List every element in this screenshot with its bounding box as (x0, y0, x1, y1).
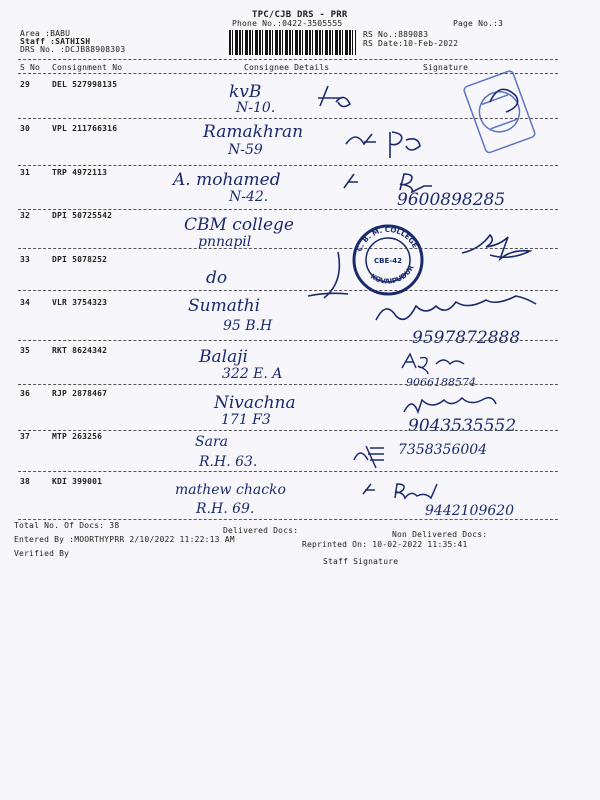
row-divider (18, 209, 558, 210)
col-signature: Signature (423, 63, 469, 72)
col-sno: S No (20, 63, 41, 72)
consignee-phone: 9597872888 (412, 328, 521, 348)
row-sno: 37 (20, 432, 31, 441)
drs-number: DRS No. :DCJB88908303 (20, 45, 126, 54)
row-divider (18, 471, 558, 472)
consignee-name: Ramakhran (203, 122, 304, 142)
row-divider (18, 384, 558, 385)
signature-mark (394, 350, 484, 374)
consignee-address: 171 F3 (221, 412, 271, 428)
row-sno: 34 (20, 298, 31, 307)
consignee-address: pnnapil (198, 234, 252, 250)
signature-mark (300, 78, 550, 118)
consignee-address: N-59 (228, 142, 263, 158)
row-consignment: VLR 3754323 (52, 298, 108, 307)
row-consignment: RJP 2878467 (52, 389, 108, 398)
area-label: Area :BABU (20, 29, 71, 38)
row-consignment: TRP 4972113 (52, 168, 108, 177)
consignee-name: CBM college (184, 215, 294, 235)
footer-rule (18, 519, 558, 520)
rs-date: RS Date:10-Feb-2022 (363, 39, 459, 48)
verified-by: Verified By (14, 549, 70, 558)
row-consignment: VPL 211766316 (52, 124, 118, 133)
row-sno: 30 (20, 124, 31, 133)
page-number: Page No.:3 (453, 19, 504, 28)
delivered-docs: Delivered Docs: (223, 526, 299, 535)
signature-mark (348, 440, 398, 470)
consignee-name: Balaji (199, 347, 248, 367)
staff-label: Staff :SATHISH (20, 37, 91, 46)
consignee-address: N-42. (229, 189, 269, 205)
seal-center-text: CBE-42 (374, 257, 402, 265)
row-consignment: DPI 5078252 (52, 255, 108, 264)
col-consignee: Consignee Details (244, 63, 330, 72)
header-rule-top (18, 59, 558, 60)
row-sno: 36 (20, 389, 31, 398)
consignee-name: do (206, 268, 228, 288)
signature-mark (355, 478, 465, 508)
seal-top-text: C. B. M. COLLEGE (355, 225, 419, 253)
consignee-address: R.H. 69. (196, 501, 255, 517)
consignee-phone: 9043535552 (408, 416, 517, 436)
total-docs: Total No. Of Docs: 38 (14, 521, 120, 530)
consignee-name: Sumathi (188, 296, 261, 316)
consignee-name: mathew chacko (175, 482, 286, 498)
consignee-address: 322 E. A (222, 366, 283, 382)
row-consignment: KDI 399001 (52, 477, 103, 486)
row-sno: 31 (20, 168, 31, 177)
barcode (229, 30, 356, 55)
consignee-name: Nivachna (214, 393, 296, 413)
row-divider (18, 290, 558, 291)
row-consignment: RKT 8624342 (52, 346, 108, 355)
consignee-name: A. mohamed (173, 170, 281, 190)
staff-signature: Staff Signature (323, 557, 399, 566)
row-consignment: DPI 50725542 (52, 211, 113, 220)
consignee-name: kvB (229, 82, 262, 102)
consignee-phone: 9066188574 (406, 376, 476, 389)
document-title: TPC/CJB DRS - PRR (252, 10, 348, 20)
consignee-address: 95 B.H (223, 318, 273, 334)
row-divider (18, 248, 558, 249)
row-divider (18, 430, 558, 431)
signature-mark (400, 394, 530, 418)
reprinted-on: Reprinted On: 10-02-2022 11:35:41 (302, 540, 468, 549)
signature-mark (340, 122, 540, 162)
signature-mark (370, 294, 560, 328)
row-divider (18, 118, 558, 119)
phone-number: Phone No.:0422-3505555 (232, 19, 343, 28)
non-delivered-docs: Non Delivered Docs: (392, 530, 488, 539)
row-divider (18, 165, 558, 166)
signature-mark (458, 225, 548, 265)
row-divider (18, 340, 558, 341)
row-sno: 38 (20, 477, 31, 486)
signature-mark (340, 168, 450, 198)
rs-number: RS No.:889083 (363, 30, 429, 39)
row-sno: 32 (20, 211, 31, 220)
seal-bottom-text: KOVAIPUDUR (369, 263, 416, 286)
consignee-phone: 9442109620 (425, 503, 515, 519)
consignee-address: R.H. 63. (199, 454, 258, 470)
consignee-phone: 9600898285 (397, 190, 506, 210)
row-consignment: DEL 527998135 (52, 80, 118, 89)
row-consignment: MTP 263256 (52, 432, 103, 441)
row-sno: 35 (20, 346, 31, 355)
consignee-address: N-10. (236, 100, 276, 116)
col-consignment: Consignment No (52, 63, 123, 72)
consignee-phone: 7358356004 (398, 442, 488, 458)
college-signature-mark (298, 248, 378, 308)
entered-by: Entered By :MOORTHYPRR 2/10/2022 11:22:13 AM (14, 535, 235, 544)
row-sno: 33 (20, 255, 31, 264)
consignee-name: Sara (195, 434, 228, 450)
row-sno: 29 (20, 80, 31, 89)
